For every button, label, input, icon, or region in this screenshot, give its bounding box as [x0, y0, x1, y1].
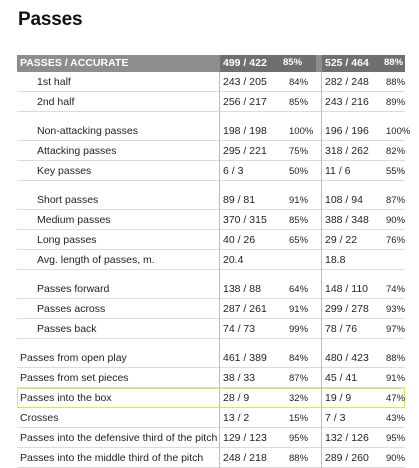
row-label: Key passes [37, 165, 92, 177]
table-row [17, 141, 405, 161]
team1-pct: 91% [289, 195, 309, 206]
group-spacer [17, 270, 405, 279]
row-label: Non-attacking passes [37, 125, 138, 137]
team2-pct: 100% [386, 126, 411, 137]
team2-value: 282 / 248 [325, 76, 369, 88]
team1-header-cell [220, 55, 316, 72]
team2-value: 19 / 9 [325, 392, 352, 404]
team2-pct: 76% [386, 235, 406, 246]
row-label: Attacking passes [37, 145, 117, 157]
team1-value: 13 / 2 [223, 412, 250, 424]
team1-pct: 85% [289, 97, 309, 108]
team2-value: 11 / 6 [325, 165, 351, 177]
team2-pct: 91% [386, 373, 406, 384]
team2-value: 243 / 216 [325, 96, 369, 108]
team2-value: 299 / 278 [325, 303, 369, 315]
team2-value: 388 / 348 [325, 214, 369, 226]
team1-value: 287 / 261 [223, 303, 267, 315]
team2-pct: 97% [386, 324, 406, 335]
team2-pct: 90% [386, 215, 406, 226]
team2-value: 318 / 262 [325, 145, 369, 157]
team2-pct: 88% [386, 353, 406, 364]
table-row [17, 210, 405, 230]
row-label: 2nd half [37, 96, 75, 108]
group-spacer [17, 112, 405, 121]
team1-value: 6 / 3 [223, 165, 244, 177]
team1-value: 28 / 9 [223, 392, 250, 404]
table-row [17, 161, 405, 181]
team2-pct: 87% [386, 195, 406, 206]
team1-value: 129 / 123 [223, 432, 267, 444]
team1-pct: 64% [289, 284, 309, 295]
row-label: Short passes [37, 194, 99, 206]
team1-value: 40 / 26 [223, 234, 256, 246]
team1-pct: 99% [289, 324, 309, 335]
row-label: 1st half [37, 76, 71, 88]
team1-pct: 95% [289, 433, 309, 444]
page-title: Passes [18, 9, 83, 30]
table-header [17, 55, 405, 72]
team2-pct: 93% [386, 304, 406, 315]
team1-pct: 88% [289, 453, 309, 464]
team1-value: 138 / 88 [223, 283, 261, 295]
team1-value: 89 / 81 [223, 194, 256, 206]
team1-pct: 75% [289, 146, 309, 157]
team1-pct: 50% [289, 166, 309, 177]
team2-value: 29 / 22 [325, 234, 358, 246]
header-label: PASSES / ACCURATE [20, 57, 129, 69]
row-label: Avg. length of passes, m. [37, 254, 155, 266]
team2-pct: 82% [386, 146, 406, 157]
team1-pct: 87% [289, 373, 309, 384]
table-row [17, 121, 411, 141]
row-label: Passes across [37, 303, 106, 315]
team2-value: 7 / 3 [325, 412, 346, 424]
team1-pct: 65% [289, 235, 309, 246]
group-spacer [17, 339, 405, 348]
row-label: Passes from open play [20, 352, 127, 364]
team2-header-cell [322, 55, 405, 72]
team1-value: 20.4 [223, 254, 244, 266]
row-label: Passes back [37, 323, 97, 335]
team1-value: 256 / 217 [223, 96, 267, 108]
team1-value: 370 / 315 [223, 214, 267, 226]
table-row [17, 299, 405, 319]
table-row [17, 72, 405, 92]
team1-value: 38 / 33 [223, 372, 256, 384]
team1-pct: 100% [289, 126, 314, 137]
team2-pct: 90% [386, 453, 406, 464]
group-spacer [17, 181, 405, 190]
team2-total: 525 / 464 [325, 57, 369, 69]
team2-value: 480 / 423 [325, 352, 369, 364]
team1-value: 461 / 389 [223, 352, 267, 364]
team1-pct: 91% [289, 304, 309, 315]
table-row [17, 250, 405, 270]
row-label: Medium passes [37, 214, 111, 226]
team1-pct: 15% [289, 413, 309, 424]
table-row [17, 230, 405, 250]
team2-value: 78 / 76 [325, 323, 358, 335]
team1-pct: 84% [289, 353, 309, 364]
team1-value: 248 / 218 [223, 452, 267, 464]
team2-pct: 47% [386, 393, 406, 404]
table-row [17, 92, 405, 112]
table-row [17, 408, 405, 428]
table-row-highlighted [17, 388, 405, 408]
team1-pct: 32% [289, 393, 309, 404]
row-label: Passes from set pieces [20, 372, 129, 384]
team2-value: 132 / 126 [325, 432, 369, 444]
row-label: Passes into the box [20, 392, 112, 404]
team1-pct: 85% [289, 215, 309, 226]
table-row [17, 448, 405, 468]
row-label: Passes into the middle third of the pitch [20, 452, 204, 464]
team2-pct: 55% [386, 166, 406, 177]
team2-value: 18.8 [325, 254, 346, 266]
row-label: Passes forward [37, 283, 110, 295]
team1-total: 499 / 422 [223, 57, 267, 69]
table-row [17, 348, 405, 368]
team1-value: 74 / 73 [223, 323, 256, 335]
row-label: Crosses [20, 412, 59, 424]
table-row [17, 368, 405, 388]
team2-pct: 43% [386, 413, 406, 424]
team2-value: 289 / 260 [325, 452, 369, 464]
team2-value: 45 / 41 [325, 372, 358, 384]
team1-pct: 84% [289, 77, 309, 88]
team2-pct: 89% [386, 97, 406, 108]
row-label: Long passes [37, 234, 97, 246]
team2-value: 108 / 94 [325, 194, 363, 206]
team1-value: 243 / 205 [223, 76, 267, 88]
team2-value: 196 / 196 [325, 125, 369, 137]
team2-pct: 95% [386, 433, 406, 444]
team2-pct: 74% [386, 284, 406, 295]
team1-value: 198 / 198 [223, 125, 267, 137]
table-row [17, 190, 405, 210]
team2-value: 148 / 110 [325, 283, 369, 295]
table-row [17, 319, 405, 339]
team2-total-pct: 88% [384, 57, 404, 68]
row-label: Passes into the defensive third of the pitch [20, 432, 218, 444]
team1-value: 295 / 221 [223, 145, 267, 157]
passes-table [17, 55, 411, 468]
team2-pct: 88% [386, 77, 406, 88]
table-row [17, 428, 405, 448]
team1-total-pct: 85% [283, 57, 303, 68]
table-row [17, 279, 405, 299]
